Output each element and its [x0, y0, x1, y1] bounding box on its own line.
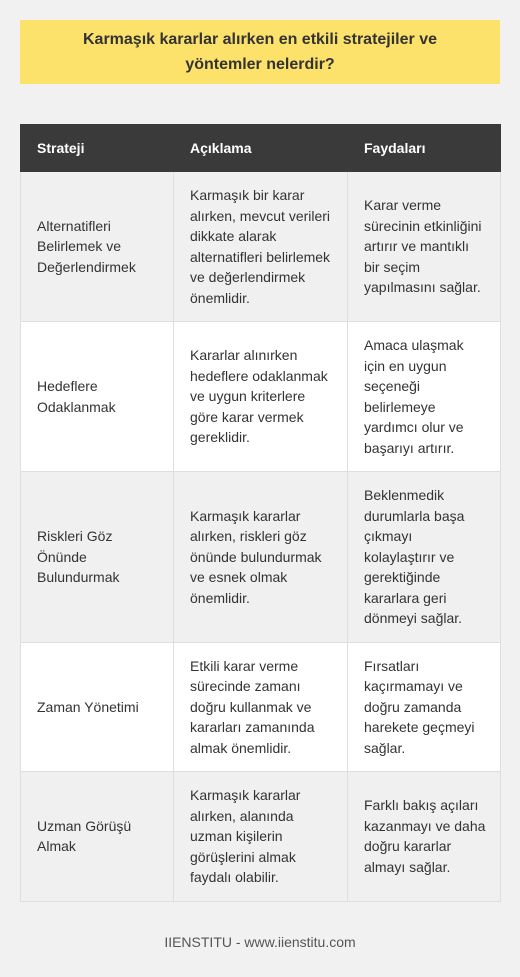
description-cell: Karmaşık bir karar alırken, mevcut verileri dikkate alarak alternatifleri belirlemek ve değerlendirmek önemlidir. [174, 172, 348, 322]
description-cell: Karmaşık kararlar alırken, alanında uzman kişilerin görüşlerini almak faydalı olabilir. [174, 772, 348, 902]
table-row [21, 472, 501, 643]
strategy-table [20, 124, 501, 902]
table-header-row [21, 125, 501, 172]
table-row [21, 772, 501, 902]
strategy-cell: Uzman Görüşü Almak [21, 772, 174, 902]
benefits-cell: Karar verme sürecinin etkinliğini artırır ve mantıklı bir seçim yapılmasını sağlar. [348, 172, 501, 322]
table-row [21, 172, 501, 322]
column-header-benefits: Faydaları [348, 125, 501, 172]
page-title: Karmaşık kararlar alırken en etkili stratejiler ve yöntemler nelerdir? [20, 20, 500, 84]
column-header-strategy: Strateji [21, 125, 174, 172]
strategy-cell: Riskleri Göz Önünde Bulundurmak [21, 472, 174, 643]
table-row [21, 322, 501, 472]
strategy-cell: Hedeflere Odaklanmak [21, 322, 174, 472]
strategy-cell: Zaman Yönetimi [21, 642, 174, 772]
column-header-description: Açıklama [174, 125, 348, 172]
benefits-cell: Amaca ulaşmak için en uygun seçeneği belirlemeye yardımcı olur ve başarıyı artırır. [348, 322, 501, 472]
strategy-cell: Alternatifleri Belirlemek ve Değerlendirmek [21, 172, 174, 322]
description-cell: Etkili karar verme sürecinde zamanı doğru kullanmak ve kararları zamanında almak önemlidir. [174, 642, 348, 772]
benefits-cell: Farklı bakış açıları kazanmayı ve daha doğru kararlar almayı sağlar. [348, 772, 501, 902]
table-row [21, 642, 501, 772]
description-cell: Karmaşık kararlar alırken, riskleri göz önünde bulundurmak ve esnek olmak önemlidir. [174, 472, 348, 643]
benefits-cell: Fırsatları kaçırmamayı ve doğru zamanda harekete geçmeyi sağlar. [348, 642, 501, 772]
description-cell: Kararlar alınırken hedeflere odaklanmak ve uygun kriterlere göre karar vermek gereklidir. [174, 322, 348, 472]
footer-credit: IIENSTITU - www.iienstitu.com [164, 934, 356, 950]
benefits-cell: Beklenmedik durumlarla başa çıkmayı kolaylaştırır ve gerektiğinde kararlara geri dönmeyi sağlar. [348, 472, 501, 643]
